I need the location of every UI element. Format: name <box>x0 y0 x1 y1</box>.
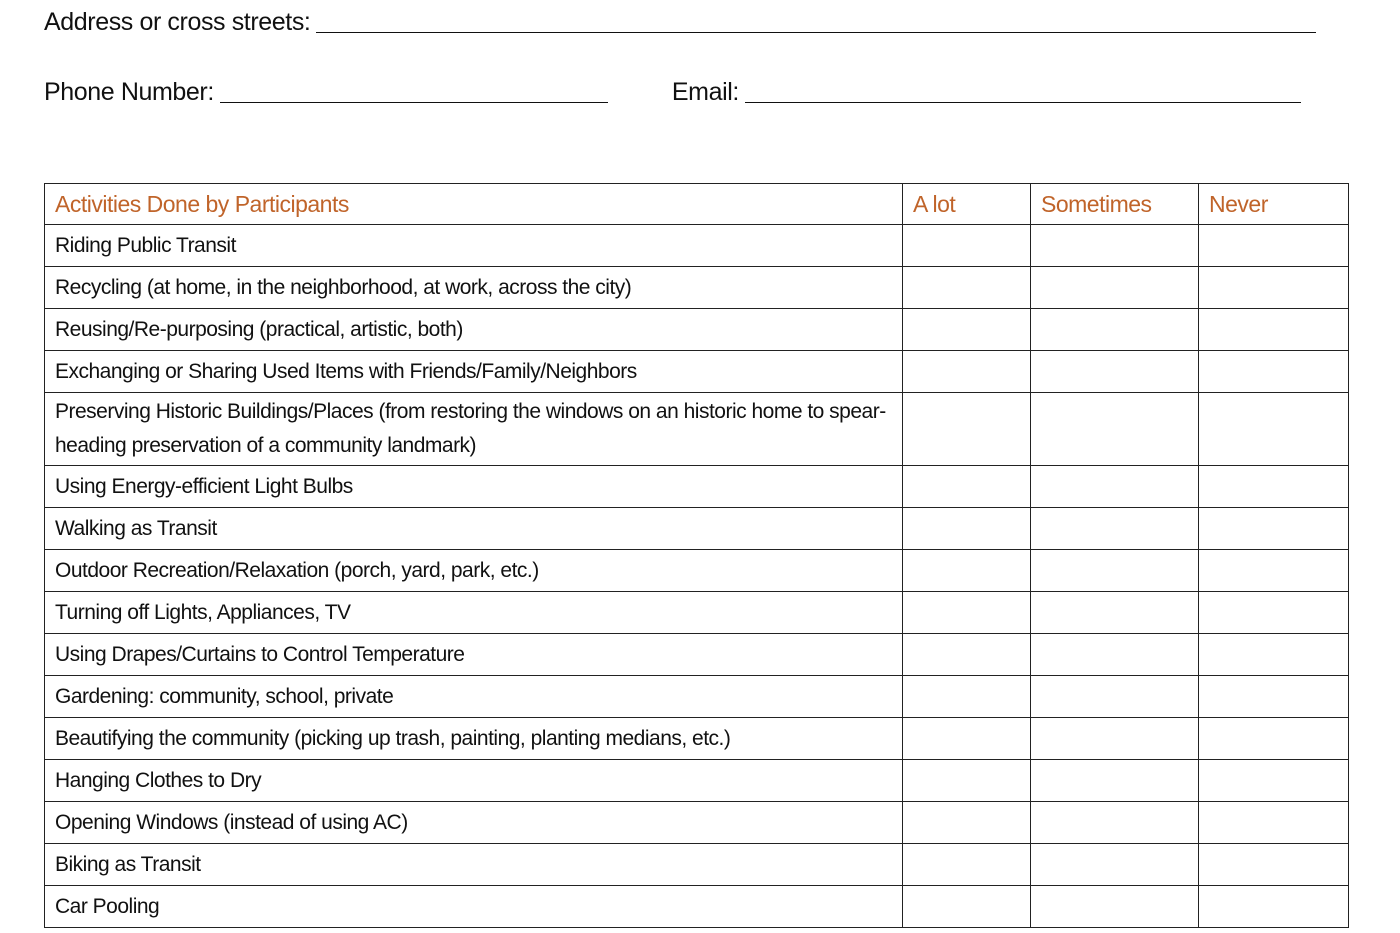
a-lot-cell[interactable] <box>903 351 1031 393</box>
table-row <box>45 508 1349 550</box>
a-lot-cell[interactable] <box>903 886 1031 928</box>
sometimes-cell[interactable] <box>1031 309 1199 351</box>
sometimes-cell[interactable] <box>1031 508 1199 550</box>
activities-table <box>44 183 1349 928</box>
activity-label: Turning off Lights, Appliances, TV <box>45 592 903 634</box>
sometimes-cell[interactable] <box>1031 351 1199 393</box>
activity-label: Exchanging or Sharing Used Items with Friends/Family/Neighbors <box>45 351 903 393</box>
sometimes-cell[interactable] <box>1031 718 1199 760</box>
activity-label: Car Pooling <box>45 886 903 928</box>
a-lot-cell[interactable] <box>903 676 1031 718</box>
table-row <box>45 267 1349 309</box>
a-lot-cell[interactable] <box>903 592 1031 634</box>
activity-label: Recycling (at home, in the neighborhood, at work, across the city) <box>45 267 903 309</box>
table-row <box>45 802 1349 844</box>
a-lot-cell[interactable] <box>903 550 1031 592</box>
never-cell[interactable] <box>1199 309 1349 351</box>
activity-label: Using Drapes/Curtains to Control Temperature <box>45 634 903 676</box>
table-row <box>45 309 1349 351</box>
table-row <box>45 351 1349 393</box>
never-cell[interactable] <box>1199 508 1349 550</box>
table-row <box>45 718 1349 760</box>
never-cell[interactable] <box>1199 844 1349 886</box>
table-row <box>45 393 1349 466</box>
activity-label: Gardening: community, school, private <box>45 676 903 718</box>
table-row <box>45 760 1349 802</box>
activity-label: Hanging Clothes to Dry <box>45 760 903 802</box>
activity-label: Beautifying the community (picking up trash, painting, planting medians, etc.) <box>45 718 903 760</box>
contact-field-row <box>44 76 1301 106</box>
a-lot-cell[interactable] <box>903 844 1031 886</box>
a-lot-cell[interactable] <box>903 267 1031 309</box>
never-cell[interactable] <box>1199 718 1349 760</box>
table-row <box>45 550 1349 592</box>
table-row <box>45 844 1349 886</box>
address-label: Address or cross streets: <box>44 8 311 36</box>
header-never: Never <box>1199 184 1349 225</box>
address-field-row <box>44 6 1316 36</box>
table-header-row <box>45 184 1349 225</box>
never-cell[interactable] <box>1199 225 1349 267</box>
never-cell[interactable] <box>1199 634 1349 676</box>
a-lot-cell[interactable] <box>903 508 1031 550</box>
a-lot-cell[interactable] <box>903 393 1031 466</box>
sometimes-cell[interactable] <box>1031 466 1199 508</box>
activity-label: Preserving Historic Buildings/Places (from restoring the windows on an historic home to spear-heading preservation of a community landmark) <box>45 393 903 466</box>
sometimes-cell[interactable] <box>1031 634 1199 676</box>
a-lot-cell[interactable] <box>903 225 1031 267</box>
email-label: Email: <box>671 78 739 106</box>
header-a-lot: A lot <box>903 184 1031 225</box>
never-cell[interactable] <box>1199 351 1349 393</box>
sometimes-cell[interactable] <box>1031 550 1199 592</box>
table-row <box>45 676 1349 718</box>
activity-label: Outdoor Recreation/Relaxation (porch, yard, park, etc.) <box>45 550 903 592</box>
activity-label: Opening Windows (instead of using AC) <box>45 802 903 844</box>
table-row <box>45 886 1349 928</box>
email-input-line[interactable] <box>745 76 1301 103</box>
table-row <box>45 592 1349 634</box>
never-cell[interactable] <box>1199 676 1349 718</box>
sometimes-cell[interactable] <box>1031 886 1199 928</box>
never-cell[interactable] <box>1199 267 1349 309</box>
address-input-line[interactable] <box>316 6 1316 33</box>
sometimes-cell[interactable] <box>1031 225 1199 267</box>
sometimes-cell[interactable] <box>1031 802 1199 844</box>
header-activities: Activities Done by Participants <box>45 184 903 225</box>
sometimes-cell[interactable] <box>1031 592 1199 634</box>
never-cell[interactable] <box>1199 592 1349 634</box>
a-lot-cell[interactable] <box>903 718 1031 760</box>
never-cell[interactable] <box>1199 886 1349 928</box>
phone-input-line[interactable] <box>220 76 608 103</box>
a-lot-cell[interactable] <box>903 309 1031 351</box>
never-cell[interactable] <box>1199 760 1349 802</box>
activity-label: Riding Public Transit <box>45 225 903 267</box>
a-lot-cell[interactable] <box>903 802 1031 844</box>
a-lot-cell[interactable] <box>903 634 1031 676</box>
sometimes-cell[interactable] <box>1031 844 1199 886</box>
never-cell[interactable] <box>1199 550 1349 592</box>
header-sometimes: Sometimes <box>1031 184 1199 225</box>
table-row <box>45 634 1349 676</box>
sometimes-cell[interactable] <box>1031 267 1199 309</box>
sometimes-cell[interactable] <box>1031 760 1199 802</box>
sometimes-cell[interactable] <box>1031 393 1199 466</box>
never-cell[interactable] <box>1199 802 1349 844</box>
activity-label: Biking as Transit <box>45 844 903 886</box>
table-row <box>45 225 1349 267</box>
a-lot-cell[interactable] <box>903 466 1031 508</box>
activity-label: Walking as Transit <box>45 508 903 550</box>
never-cell[interactable] <box>1199 393 1349 466</box>
never-cell[interactable] <box>1199 466 1349 508</box>
activity-label: Reusing/Re-purposing (practical, artistic, both) <box>45 309 903 351</box>
table-row <box>45 466 1349 508</box>
activity-label: Using Energy-efficient Light Bulbs <box>45 466 903 508</box>
a-lot-cell[interactable] <box>903 760 1031 802</box>
sometimes-cell[interactable] <box>1031 676 1199 718</box>
phone-label: Phone Number: <box>44 78 214 106</box>
